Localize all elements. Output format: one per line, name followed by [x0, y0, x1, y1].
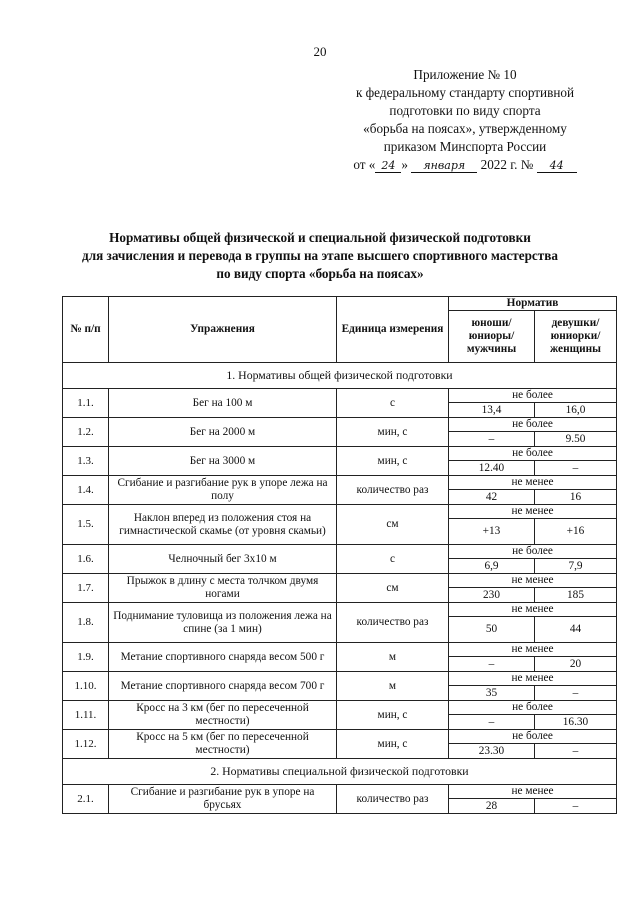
male-value: 50 [449, 617, 535, 643]
exercise-name: Метание спортивного снаряда весом 500 г [109, 643, 337, 672]
table-row [63, 505, 617, 519]
appendix-block [330, 66, 600, 174]
exercise-name: Кросс на 3 км (бег по пересеченной местности) [109, 701, 337, 730]
unit: мин, с [337, 701, 449, 730]
norm-condition: не более [449, 389, 617, 403]
number-field [537, 158, 577, 173]
document-title [40, 229, 600, 283]
header-num: № п/п [63, 297, 109, 363]
appendix-line: Приложение № 10 [413, 67, 517, 82]
male-value: – [449, 715, 535, 730]
unit: с [337, 389, 449, 418]
table-row [63, 574, 617, 588]
female-value: 16 [535, 490, 617, 505]
male-value: 28 [449, 799, 535, 814]
number-handwritten: 44 [549, 159, 564, 172]
row-number: 1.5. [63, 505, 109, 545]
male-value: 230 [449, 588, 535, 603]
norm-condition: не более [449, 730, 617, 744]
exercise-name: Прыжок в длину с места толчком двумя ногами [109, 574, 337, 603]
row-number: 2.1. [63, 785, 109, 814]
appendix-line: к федеральному стандарту спортивной [355, 85, 575, 100]
unit: количество раз [337, 603, 449, 643]
row-number: 1.1. [63, 389, 109, 418]
female-value: +16 [535, 519, 617, 545]
table-row [63, 418, 617, 432]
title-line: для зачисления и перевода в группы на этапе высшего спортивного мастерства [82, 248, 558, 263]
section-title: 1. Нормативы общей физической подготовки [63, 363, 617, 389]
male-value: 35 [449, 686, 535, 701]
day-field [375, 158, 401, 173]
female-value: 9.50 [535, 432, 617, 447]
female-value: 7,9 [535, 559, 617, 574]
female-value: 20 [535, 657, 617, 672]
month-field [411, 158, 477, 173]
unit: мин, с [337, 730, 449, 759]
header-exercise: Упражнения [109, 297, 337, 363]
table-row [63, 643, 617, 657]
male-value: 6,9 [449, 559, 535, 574]
appendix-date-line [330, 156, 600, 174]
title-line: Нормативы общей физической и специальной физической подготовки [109, 230, 531, 245]
female-value: 44 [535, 617, 617, 643]
table-row [63, 672, 617, 686]
row-number: 1.9. [63, 643, 109, 672]
appendix-line: подготовки по виду спорта [389, 103, 541, 118]
section-title: 2. Нормативы специальной физической подготовки [63, 759, 617, 785]
exercise-name: Метание спортивного снаряда весом 700 г [109, 672, 337, 701]
month-handwritten: января [423, 159, 466, 172]
male-value: 23.30 [449, 744, 535, 759]
header-female: девушки/ юниорки/ женщины [535, 311, 617, 363]
unit: мин, с [337, 447, 449, 476]
norms-table-body [63, 363, 617, 814]
exercise-name: Бег на 3000 м [109, 447, 337, 476]
table-row [63, 785, 617, 799]
header-male: юноши/ юниоры/ мужчины [449, 311, 535, 363]
section-row [63, 759, 617, 785]
row-number: 1.6. [63, 545, 109, 574]
table-row [63, 389, 617, 403]
male-value: 12.40 [449, 461, 535, 476]
unit: количество раз [337, 785, 449, 814]
exercise-name: Сгибание и разгибание рук в упоре лежа на полу [109, 476, 337, 505]
row-number: 1.2. [63, 418, 109, 447]
male-value: – [449, 657, 535, 672]
norm-condition: не менее [449, 603, 617, 617]
table-row [63, 730, 617, 744]
norm-condition: не менее [449, 785, 617, 799]
norm-condition: не менее [449, 505, 617, 519]
norm-condition: не менее [449, 476, 617, 490]
norm-condition: не более [449, 701, 617, 715]
exercise-name: Бег на 100 м [109, 389, 337, 418]
table-row [63, 545, 617, 559]
female-value: 185 [535, 588, 617, 603]
exercise-name: Кросс на 5 км (бег по пересеченной местности) [109, 730, 337, 759]
header-norm: Норматив [449, 297, 617, 311]
unit: м [337, 643, 449, 672]
exercise-name: Поднимание туловища из положения лежа на спине (за 1 мин) [109, 603, 337, 643]
norm-condition: не менее [449, 574, 617, 588]
unit: см [337, 505, 449, 545]
header-unit: Единица измерения [337, 297, 449, 363]
unit: количество раз [337, 476, 449, 505]
female-value: 16.30 [535, 715, 617, 730]
page-number: 20 [313, 44, 327, 59]
section-row [63, 363, 617, 389]
year-text: 2022 г. № [480, 157, 534, 172]
date-mid: » [401, 157, 408, 172]
appendix-line: «борьба на поясах», утвержденному [363, 121, 567, 136]
row-number: 1.4. [63, 476, 109, 505]
day-handwritten: 24 [381, 159, 396, 172]
date-prefix: от « [353, 157, 376, 172]
norm-condition: не менее [449, 672, 617, 686]
female-value: – [535, 461, 617, 476]
male-value: 42 [449, 490, 535, 505]
norm-condition: не более [449, 447, 617, 461]
unit: м [337, 672, 449, 701]
row-number: 1.12. [63, 730, 109, 759]
table-row [63, 476, 617, 490]
female-value: – [535, 744, 617, 759]
row-number: 1.3. [63, 447, 109, 476]
male-value: 13,4 [449, 403, 535, 418]
row-number: 1.11. [63, 701, 109, 730]
unit: с [337, 545, 449, 574]
female-value: – [535, 686, 617, 701]
table-row [63, 701, 617, 715]
exercise-name: Бег на 2000 м [109, 418, 337, 447]
norm-condition: не более [449, 545, 617, 559]
unit: см [337, 574, 449, 603]
unit: мин, с [337, 418, 449, 447]
table-row [63, 603, 617, 617]
norm-condition: не более [449, 418, 617, 432]
male-value: +13 [449, 519, 535, 545]
female-value: – [535, 799, 617, 814]
exercise-name: Наклон вперед из положения стоя на гимнастической скамье (от уровня скамьи) [109, 505, 337, 545]
title-line: по виду спорта «борьба на поясах» [216, 266, 424, 281]
appendix-line: приказом Минспорта России [383, 139, 547, 154]
exercise-name: Сгибание и разгибание рук в упоре на брусьях [109, 785, 337, 814]
norm-condition: не менее [449, 643, 617, 657]
table-row [63, 447, 617, 461]
row-number: 1.8. [63, 603, 109, 643]
male-value: – [449, 432, 535, 447]
female-value: 16,0 [535, 403, 617, 418]
row-number: 1.10. [63, 672, 109, 701]
row-number: 1.7. [63, 574, 109, 603]
exercise-name: Челночный бег 3х10 м [109, 545, 337, 574]
norms-table [62, 296, 617, 814]
